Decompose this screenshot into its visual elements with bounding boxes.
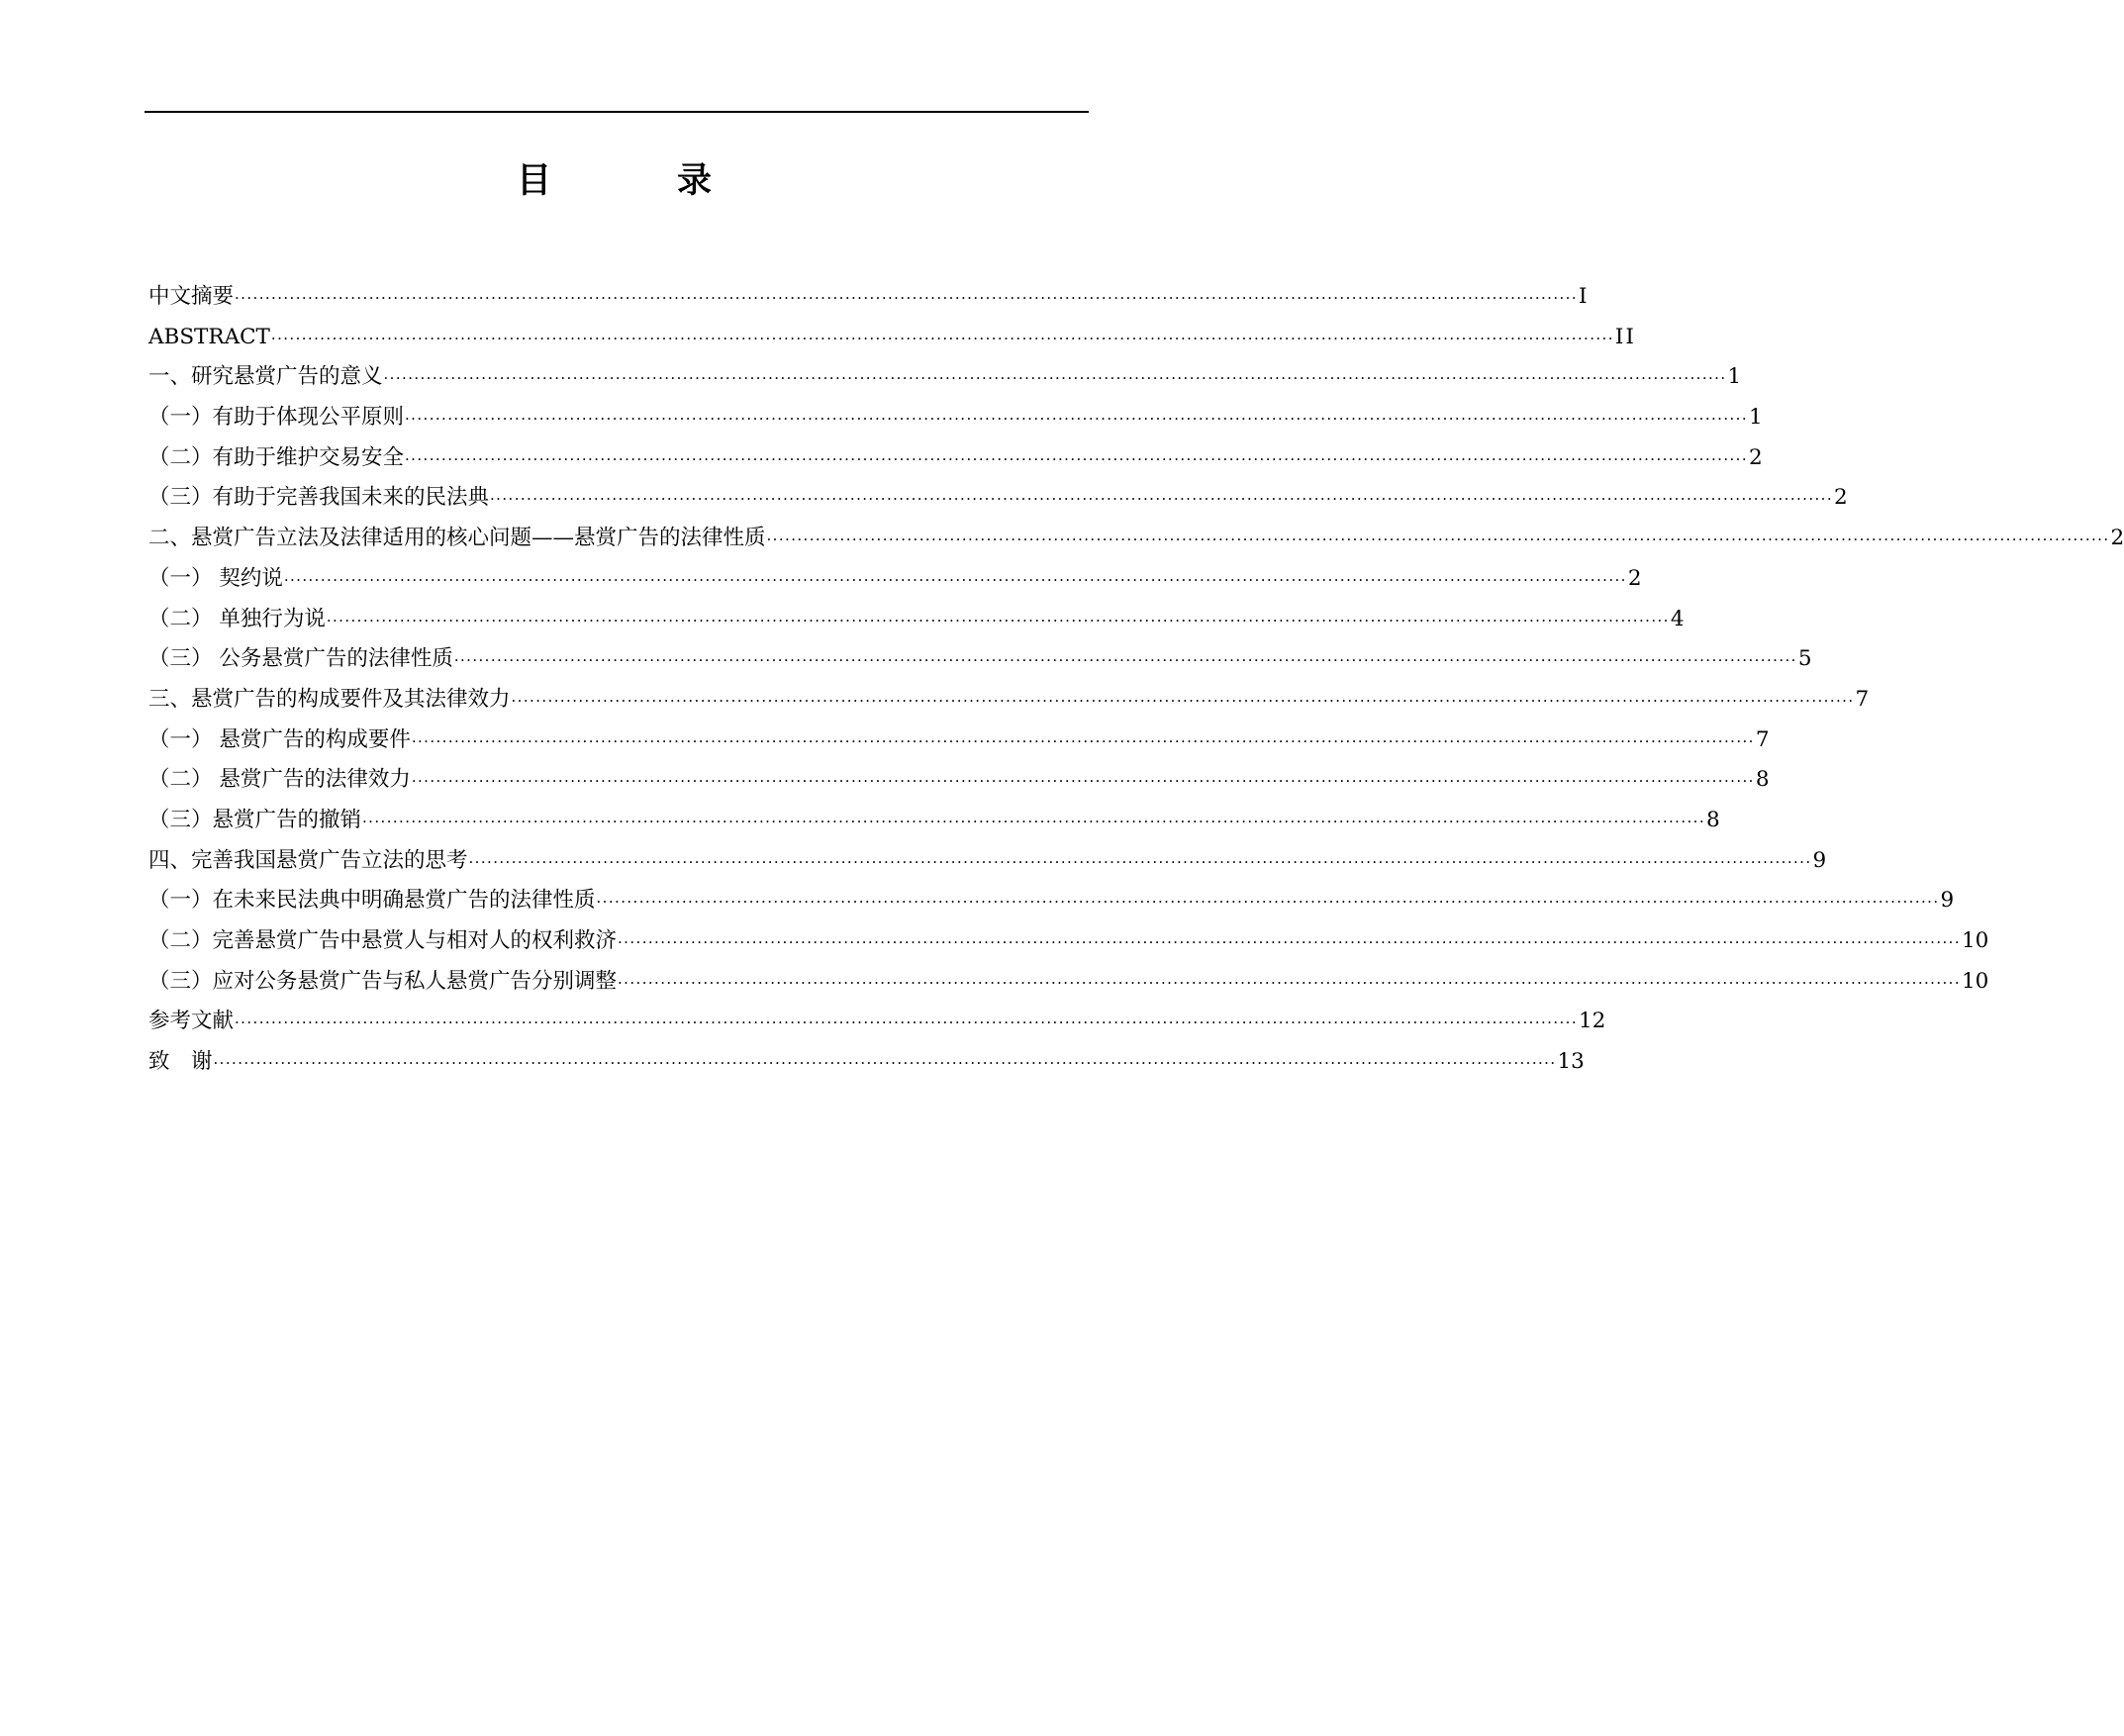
toc-entry[interactable] bbox=[148, 841, 1827, 882]
toc-entry[interactable] bbox=[148, 519, 2124, 559]
toc-entry[interactable] bbox=[148, 559, 1642, 600]
toc-dot-leader: ···························································································································································································································· bbox=[411, 731, 1755, 750]
toc-entry-page-number: II bbox=[1614, 324, 1636, 349]
toc-entry-page-number: 2 bbox=[1627, 565, 1642, 591]
toc-entry-label: （二）有助于维护交易安全 bbox=[148, 444, 405, 470]
toc-dot-leader: ···························································································································································································································· bbox=[618, 973, 1961, 992]
toc-entry-label: （三）应对公务悬赏广告与私人悬赏广告分别调整 bbox=[148, 968, 618, 994]
toc-dot-leader: ···························································································································································································································· bbox=[213, 1054, 1557, 1073]
toc-entry-label: （三）悬赏广告的撤销 bbox=[148, 807, 362, 832]
toc-entry-page-number: 1 bbox=[1727, 364, 1742, 390]
toc-entry[interactable] bbox=[148, 277, 1590, 318]
toc-entry[interactable] bbox=[148, 680, 1870, 721]
toc-dot-leader: ···························································································································································································································· bbox=[766, 530, 2110, 549]
toc-entry-page-number: 9 bbox=[1812, 847, 1827, 873]
toc-entry-page-number: 5 bbox=[1797, 646, 1812, 672]
toc-entry[interactable] bbox=[148, 881, 1955, 921]
toc-entry-label: （一） 契约说 bbox=[148, 565, 283, 591]
toc-entry-page-number: 13 bbox=[1557, 1049, 1585, 1075]
header-rule bbox=[145, 111, 1089, 113]
toc-entry-label: （二） 单独行为说 bbox=[148, 606, 326, 631]
toc-entry-page-number: 1 bbox=[1749, 405, 1763, 431]
page-title: 目 录 bbox=[516, 161, 757, 201]
toc-entry[interactable] bbox=[148, 478, 1848, 519]
toc-entry-page-number: 7 bbox=[1755, 726, 1770, 752]
toc-entry-page-number: 9 bbox=[1940, 888, 1955, 914]
toc-entry[interactable] bbox=[148, 801, 1720, 841]
toc-dot-leader: ···························································································································································································································· bbox=[596, 893, 1940, 912]
toc-entry-page-number: 2 bbox=[2110, 526, 2124, 551]
toc-entry[interactable] bbox=[148, 639, 1812, 680]
toc-dot-leader: ···························································································································································································································· bbox=[490, 490, 1833, 509]
toc-entry-label: （三）有助于完善我国未来的民法典 bbox=[148, 485, 490, 511]
toc-entry-label: （一） 悬赏广告的构成要件 bbox=[148, 726, 411, 752]
toc-entry-label: ABSTRACT bbox=[148, 324, 270, 349]
toc-dot-leader: ···························································································································································································································· bbox=[362, 812, 1705, 830]
toc-entry[interactable] bbox=[148, 721, 1770, 761]
toc-entry-label: 一、研究悬赏广告的意义 bbox=[148, 364, 383, 390]
toc-entry-page-number: 10 bbox=[1962, 968, 1989, 994]
toc-entry-label: （二） 悬赏广告的法律效力 bbox=[148, 767, 411, 793]
toc-entry-page-number: 2 bbox=[1749, 444, 1763, 470]
toc-entry-page-number: I bbox=[1579, 284, 1590, 309]
toc-dot-leader: ···························································································································································································································· bbox=[468, 852, 1812, 871]
toc-entry-label: （二）完善悬赏广告中悬赏人与相对人的权利救济 bbox=[148, 928, 618, 953]
toc-entry-label: （一）在未来民法典中明确悬赏广告的法律性质 bbox=[148, 888, 596, 914]
toc-dot-leader: ···························································································································································································································· bbox=[405, 449, 1748, 468]
toc-dot-leader: ···························································································································································································································· bbox=[405, 410, 1748, 429]
toc-entry-label: 中文摘要 bbox=[148, 284, 235, 309]
toc-entry-label: （一）有助于体现公平原则 bbox=[148, 405, 405, 431]
toc-dot-leader: ···························································································································································································································· bbox=[618, 933, 1961, 951]
toc-entry[interactable] bbox=[148, 1002, 1606, 1042]
toc-dot-leader: ···························································································································································································································· bbox=[283, 570, 1627, 589]
toc-dot-leader: ···························································································································································································································· bbox=[453, 651, 1797, 670]
toc-entry-label: 致 谢 bbox=[148, 1049, 213, 1075]
toc-dot-leader: ···························································································································································································································· bbox=[235, 1013, 1578, 1032]
toc-entry-page-number: 2 bbox=[1834, 485, 1848, 511]
toc-entry[interactable] bbox=[148, 357, 1742, 398]
toc-entry[interactable] bbox=[148, 438, 1763, 479]
toc-dot-leader: ···························································································································································································································· bbox=[411, 772, 1755, 791]
toc-dot-leader: ···························································································································································································································· bbox=[383, 369, 1727, 388]
toc-dot-leader: ···························································································································································································································· bbox=[511, 691, 1855, 710]
toc-entry[interactable] bbox=[148, 962, 1989, 1003]
toc-entry[interactable] bbox=[148, 1042, 1585, 1083]
toc-entry-label: 四、完善我国悬赏广告立法的思考 bbox=[148, 847, 468, 873]
toc-entry-page-number: 7 bbox=[1855, 686, 1870, 712]
toc-entry[interactable] bbox=[148, 760, 1770, 801]
toc-entry-page-number: 8 bbox=[1755, 767, 1770, 793]
toc-entry-label: 三、悬赏广告的构成要件及其法律效力 bbox=[148, 686, 511, 712]
toc-dot-leader: ···························································································································································································································· bbox=[326, 611, 1670, 629]
toc-entry[interactable] bbox=[148, 921, 1989, 962]
toc-dot-leader: ···························································································································································································································· bbox=[270, 329, 1614, 347]
toc-list bbox=[148, 277, 2124, 1083]
toc-entry-label: 参考文献 bbox=[148, 1009, 235, 1034]
toc-entry[interactable] bbox=[148, 600, 1685, 640]
toc-entry-page-number: 8 bbox=[1706, 807, 1720, 832]
toc-entry-page-number: 10 bbox=[1962, 928, 1989, 953]
toc-entry-page-number: 4 bbox=[1670, 606, 1685, 631]
toc-dot-leader: ···························································································································································································································· bbox=[235, 289, 1578, 307]
toc-entry[interactable] bbox=[148, 398, 1763, 438]
toc-entry-label: （三） 公务悬赏广告的法律性质 bbox=[148, 646, 453, 672]
toc-entry-page-number: 12 bbox=[1579, 1009, 1606, 1034]
toc-entry-label: 二、悬赏广告立法及法律适用的核心问题——悬赏广告的法律性质 bbox=[148, 526, 766, 551]
toc-entry[interactable] bbox=[148, 318, 1636, 358]
